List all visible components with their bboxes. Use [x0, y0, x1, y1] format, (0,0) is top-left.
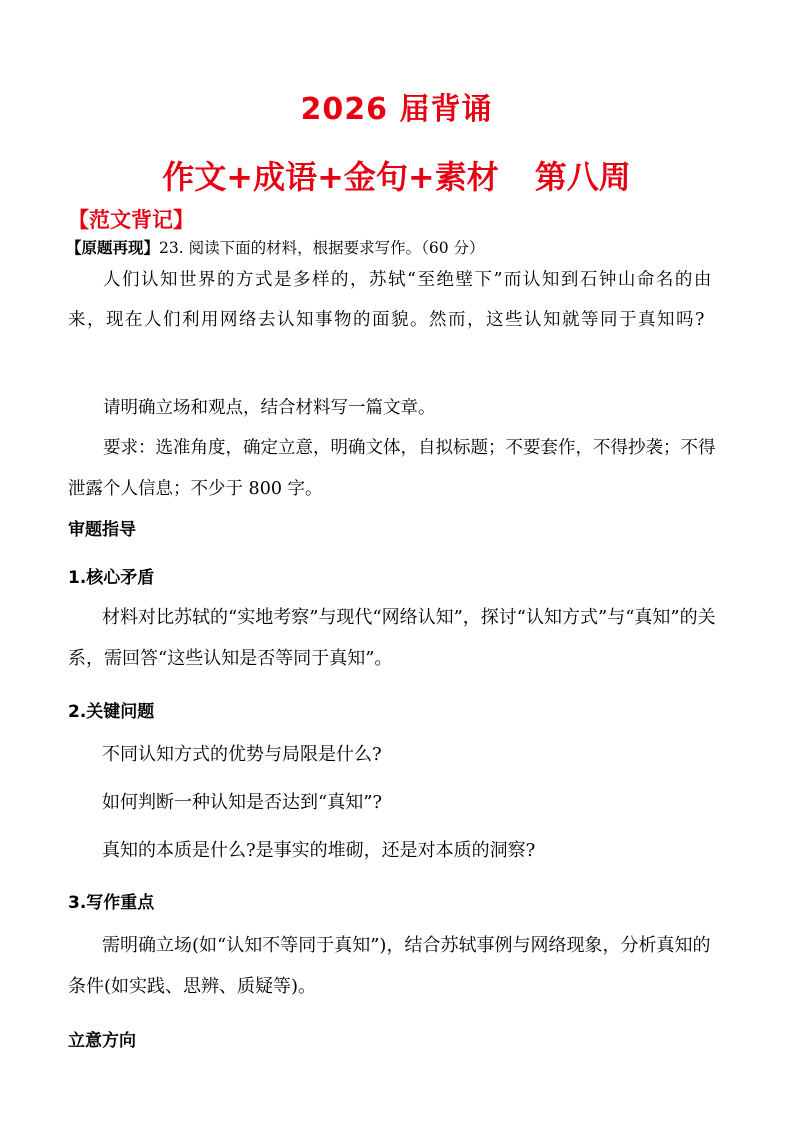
prompt-line — [66, 236, 485, 258]
section-tag-model-essay: 【范文背记】 — [68, 208, 194, 232]
key-question-1: 不同认知方式的优势与局限是什么? — [102, 744, 382, 765]
subtitle-topics: 作文+成语+金句+素材 — [162, 158, 499, 196]
writing-focus-paragraph: 需明确立场(如“认知不等同于真知”)，结合苏轼事例与网络现象，分析真知的条件(如实践、思辨、质疑等)。 — [68, 935, 711, 997]
core-conflict-paragraph: 材料对比苏轼的“实地考察”与现代“网络认知”，探讨“认知方式”与“真知”的关系，需回答“这些认知是否等同于真知”。 — [68, 607, 716, 669]
section-heading-core-conflict: 1.核心矛盾 — [68, 568, 155, 588]
key-question-3: 真知的本质是什么?是事实的堆砌，还是对本质的洞察? — [102, 840, 536, 861]
material-paragraph: 人们认知世界的方式是多样的，苏轼“至绝壁下”而认知到石钟山命名的由来，现在人们利用网络去认知事物的面貌。然而，这些认知就等同于真知吗? — [68, 270, 713, 330]
subtitle-week: 第八周 — [534, 158, 631, 196]
page-subtitle — [0, 152, 793, 198]
guide-heading: 审题指导 — [68, 520, 136, 540]
key-question-2: 如何判断一种认知是否达到“真知”? — [102, 792, 383, 813]
instruction-paragraph: 请明确立场和观点，结合材料写一篇文章。 — [103, 398, 436, 418]
section-heading-key-questions: 2.关键问题 — [68, 702, 155, 722]
page-title: 2026 届背诵 — [300, 92, 493, 127]
requirements-paragraph: 要求：选准角度，确定立意，明确文体，自拟标题；不要套作，不得抄袭；不得泄露个人信息；不少于 800 字。 — [68, 438, 716, 499]
prompt-text: 23. 阅读下面的材料，根据要求写作。（60 分） — [159, 239, 485, 257]
direction-heading: 立意方向 — [68, 1031, 136, 1051]
section-heading-writing-focus: 3.写作重点 — [68, 893, 155, 913]
prompt-tag: 【原题再现】 — [66, 239, 160, 257]
